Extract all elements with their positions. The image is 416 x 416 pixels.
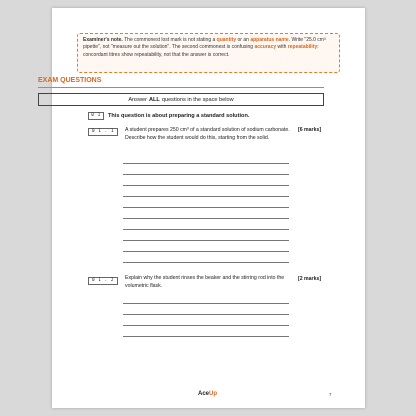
answer-line[interactable]	[123, 240, 289, 241]
instructions-text-after: questions in the space below	[161, 96, 234, 103]
question-number-box-01: 0 1	[88, 112, 104, 120]
answer-line[interactable]	[123, 163, 289, 164]
answer-line[interactable]	[123, 251, 289, 252]
examiner-note-text-2: or an	[236, 37, 251, 43]
keyword-apparatus-name: apparatus name	[250, 37, 289, 43]
instructions-emphasis: ALL	[148, 96, 160, 103]
logo-text-up: Up	[209, 391, 218, 397]
instructions-box	[38, 93, 324, 106]
question-01-1-marks: [6 marks]	[298, 127, 322, 133]
page-number: 7	[329, 392, 332, 397]
section-heading: EXAM QUESTIONS	[38, 77, 102, 84]
examiner-note-text-1: The commonest lost mark is not stating a	[122, 37, 217, 43]
question-01-2-marks: [2 marks]	[298, 276, 322, 282]
exam-page	[52, 8, 365, 408]
answer-line[interactable]	[123, 185, 289, 186]
answer-line[interactable]	[123, 314, 289, 315]
instructions-text-before: Answer	[128, 96, 147, 103]
examiner-note-text-4: with	[276, 44, 288, 51]
answer-line[interactable]	[123, 196, 289, 197]
answer-line[interactable]	[123, 262, 289, 263]
keyword-quantity: quantity	[216, 37, 237, 43]
section-divider	[38, 87, 324, 88]
answer-line[interactable]	[123, 207, 289, 208]
keyword-accuracy: accuracy	[254, 44, 277, 51]
question-01-1-text: A student prepares 250 cm³ of a standard solution of sodium carbonate. Describe how the student would do this, starting from the solid.	[125, 127, 290, 141]
question-01-title: This question is about preparing a standard solution.	[108, 113, 250, 119]
question-number-box-01-2: 0 1 . 2	[88, 277, 118, 285]
answer-line[interactable]	[123, 174, 289, 175]
logo-text-ace: Ace	[198, 391, 210, 397]
question-number-box-01-1: 0 1 . 1	[88, 128, 118, 136]
question-01-2-text: Explain why the student rinses the beaker and the stirring rod into the volumetric flask.	[125, 275, 285, 289]
examiner-note	[77, 33, 340, 73]
keyword-repeatability: repeatability	[287, 44, 318, 51]
answer-line[interactable]	[123, 218, 289, 219]
answer-line[interactable]	[123, 325, 289, 326]
answer-line[interactable]	[123, 336, 289, 337]
examiner-note-text-3: . Write "25.0 cm³ pipette", not "measure out the solution". The second commonest is confusing	[83, 37, 326, 51]
examiner-note-text-5: : concordant titres show repeatability, not that the answer is correct.	[83, 44, 319, 58]
aceup-logo	[198, 391, 217, 397]
examiner-note-label: Examiner's note.	[83, 37, 123, 43]
answer-line[interactable]	[123, 303, 289, 304]
answer-line[interactable]	[123, 229, 289, 230]
